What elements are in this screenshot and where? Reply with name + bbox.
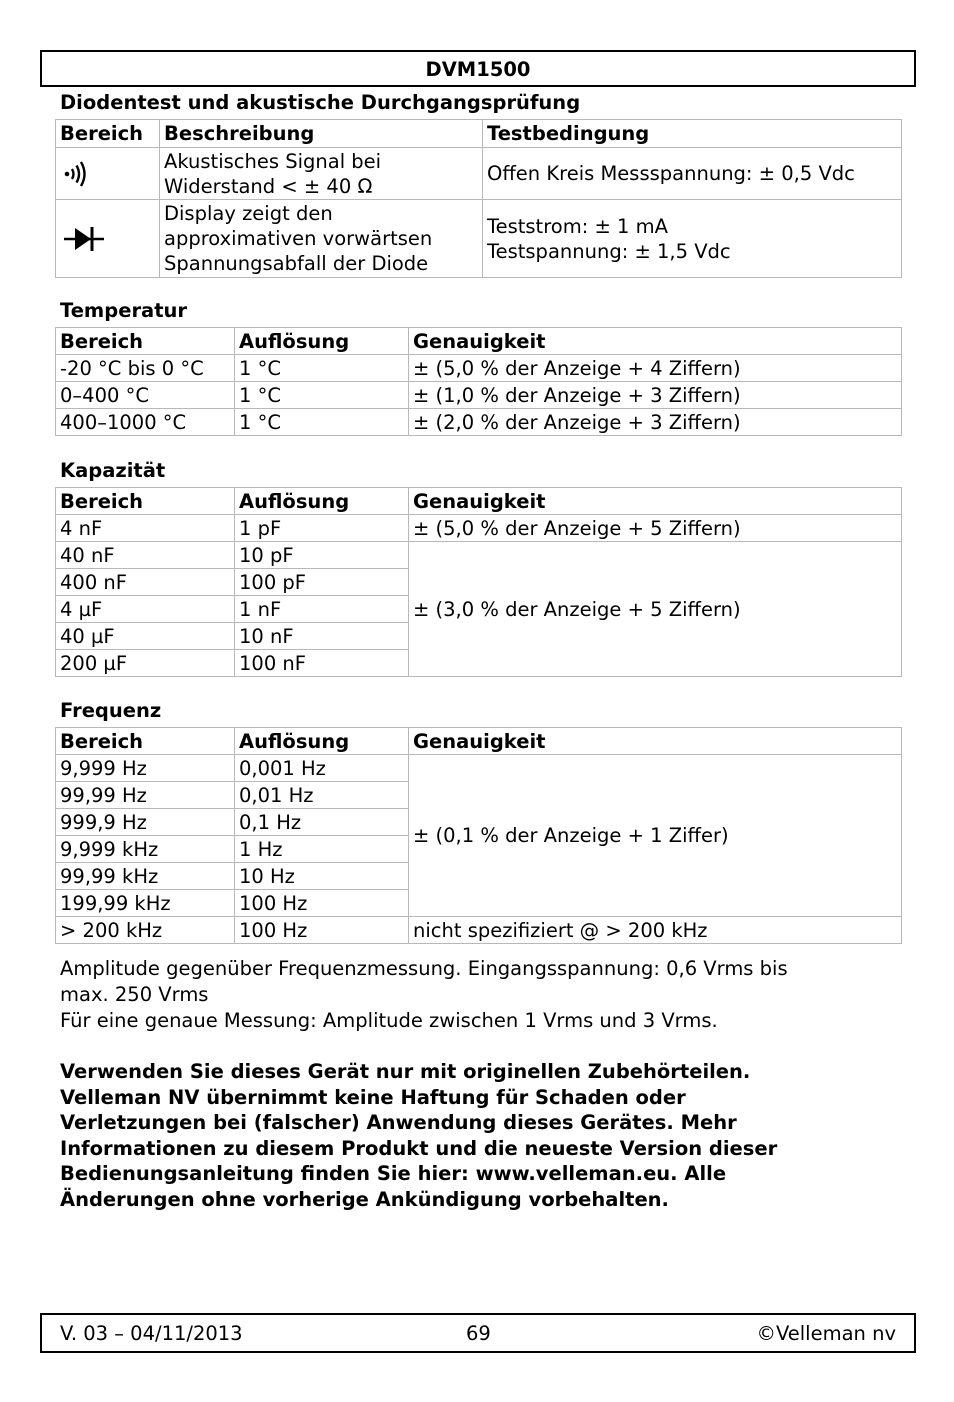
capacity-section-title: Kapazität bbox=[60, 459, 166, 482]
resolution-cell: 1 °C bbox=[235, 382, 409, 409]
description-line: Akustisches Signal bei bbox=[164, 149, 382, 173]
range-cell: 200 µF bbox=[56, 650, 235, 677]
page-number: 69 bbox=[466, 1322, 491, 1345]
description-line: Display zeigt den bbox=[164, 202, 333, 225]
column-header: Genauigkeit bbox=[409, 488, 902, 515]
note-line: max. 250 Vrms bbox=[60, 983, 209, 1006]
page-footer bbox=[40, 1313, 916, 1353]
diode-icon bbox=[62, 222, 106, 256]
table-row bbox=[56, 409, 902, 436]
description-line: Spannungsabfall der Diode bbox=[164, 252, 429, 275]
table-row bbox=[56, 917, 902, 944]
column-header: Auflösung bbox=[235, 488, 409, 515]
page-header bbox=[40, 50, 916, 87]
table-header-row bbox=[56, 488, 902, 515]
accuracy-cell: ± (1,0 % der Anzeige + 3 Ziffern) bbox=[409, 382, 902, 409]
document-title: DVM1500 bbox=[425, 58, 531, 81]
accuracy-cell: ± (0,1 % der Anzeige + 1 Ziffer) bbox=[409, 755, 902, 917]
column-header: Bereich bbox=[56, 120, 160, 148]
column-header: Auflösung bbox=[235, 728, 409, 755]
frequency-section-title: Frequenz bbox=[60, 699, 162, 722]
copyright-label: ©Velleman nv bbox=[756, 1322, 896, 1345]
note-line: Amplitude gegenüber Frequenzmessung. Eingangsspannung: 0,6 Vrms bis bbox=[60, 957, 788, 980]
condition-line: Teststrom: ± 1 mA bbox=[487, 214, 668, 238]
range-cell: 4 µF bbox=[56, 596, 235, 623]
range-cell: 4 nF bbox=[56, 515, 235, 542]
table-header-row bbox=[56, 328, 902, 355]
resolution-cell: 1 pF bbox=[235, 515, 409, 542]
range-cell: > 200 kHz bbox=[56, 917, 235, 944]
condition-line: Testspannung: ± 1,5 Vdc bbox=[487, 239, 731, 263]
table-row bbox=[56, 755, 902, 782]
resolution-cell: 100 Hz bbox=[235, 917, 409, 944]
temperature-section-title: Temperatur bbox=[60, 299, 188, 322]
resolution-cell: 1 °C bbox=[235, 409, 409, 436]
resolution-cell: 100 pF bbox=[235, 569, 409, 596]
column-header: Testbedingung bbox=[483, 120, 902, 148]
accuracy-cell: ± (3,0 % der Anzeige + 5 Ziffern) bbox=[409, 542, 902, 677]
range-cell: 999,9 Hz bbox=[56, 809, 235, 836]
capacity-table bbox=[55, 487, 902, 677]
column-header: Genauigkeit bbox=[409, 728, 902, 755]
description-cell bbox=[160, 200, 483, 278]
description-line: Widerstand < ± 40 Ω bbox=[164, 174, 373, 198]
resolution-cell: 1 °C bbox=[235, 355, 409, 382]
range-cell: 0–400 °C bbox=[56, 382, 235, 409]
note-line: Für eine genaue Messung: Amplitude zwischen 1 Vrms und 3 Vrms. bbox=[60, 1009, 718, 1032]
range-cell: 99,99 kHz bbox=[56, 863, 235, 890]
warning-line: Velleman NV übernimmt keine Haftung für Schaden oder bbox=[60, 1085, 686, 1109]
description-cell bbox=[160, 148, 483, 200]
table-header-row bbox=[56, 728, 902, 755]
version-label: V. 03 – 04/11/2013 bbox=[60, 1322, 243, 1345]
warning-line: Bedienungsanleitung finden Sie hier: www.velleman.eu. Alle bbox=[60, 1162, 727, 1186]
diode-section-title: Diodentest und akustische Durchgangsprüfung bbox=[60, 91, 581, 114]
resolution-cell: 100 nF bbox=[235, 650, 409, 677]
table-row bbox=[56, 355, 902, 382]
range-cell bbox=[56, 148, 160, 200]
accuracy-cell: ± (5,0 % der Anzeige + 5 Ziffern) bbox=[409, 515, 902, 542]
warning-line: Verletzungen bei (falscher) Anwendung dieses Gerätes. Mehr bbox=[60, 1111, 737, 1135]
description-line: approximativen vorwärtsen bbox=[164, 227, 433, 250]
range-cell: 400 nF bbox=[56, 569, 235, 596]
resolution-cell: 10 Hz bbox=[235, 863, 409, 890]
table-header-row bbox=[56, 120, 902, 148]
column-header: Beschreibung bbox=[160, 120, 483, 148]
condition-cell bbox=[483, 200, 902, 278]
range-cell: 40 nF bbox=[56, 542, 235, 569]
condition-cell: Offen Kreis Messspannung: ± 0,5 Vdc bbox=[483, 148, 902, 200]
range-cell: -20 °C bis 0 °C bbox=[56, 355, 235, 382]
resolution-cell: 10 pF bbox=[235, 542, 409, 569]
diode-table bbox=[55, 119, 902, 278]
resolution-cell: 100 Hz bbox=[235, 890, 409, 917]
table-row bbox=[56, 542, 902, 569]
table-row bbox=[56, 200, 902, 278]
resolution-cell: 10 nF bbox=[235, 623, 409, 650]
warning-line: Informationen zu diesem Produkt und die neueste Version dieser bbox=[60, 1136, 778, 1160]
warning-line: Verwenden Sie dieses Gerät nur mit originellen Zubehörteilen. bbox=[60, 1060, 751, 1083]
temperature-table bbox=[55, 327, 902, 436]
table-row bbox=[56, 148, 902, 200]
range-cell bbox=[56, 200, 160, 278]
column-header: Bereich bbox=[56, 328, 235, 355]
resolution-cell: 0,1 Hz bbox=[235, 809, 409, 836]
accuracy-cell: nicht spezifiziert @ > 200 kHz bbox=[409, 917, 902, 944]
range-cell: 400–1000 °C bbox=[56, 409, 235, 436]
range-cell: 40 µF bbox=[56, 623, 235, 650]
column-header: Bereich bbox=[56, 488, 235, 515]
resolution-cell: 1 Hz bbox=[235, 836, 409, 863]
range-cell: 9,999 kHz bbox=[56, 836, 235, 863]
accuracy-cell: ± (5,0 % der Anzeige + 4 Ziffern) bbox=[409, 355, 902, 382]
frequency-table bbox=[55, 727, 902, 944]
column-header: Auflösung bbox=[235, 328, 409, 355]
table-row bbox=[56, 515, 902, 542]
warning-line: Änderungen ohne vorherige Ankündigung vorbehalten. bbox=[60, 1187, 669, 1211]
warning-paragraph bbox=[60, 1059, 900, 1213]
range-cell: 199,99 kHz bbox=[56, 890, 235, 917]
resolution-cell: 1 nF bbox=[235, 596, 409, 623]
column-header: Genauigkeit bbox=[409, 328, 902, 355]
table-row bbox=[56, 382, 902, 409]
amplitude-note bbox=[60, 956, 900, 1034]
resolution-cell: 0,001 Hz bbox=[235, 755, 409, 782]
accuracy-cell: ± (2,0 % der Anzeige + 3 Ziffern) bbox=[409, 409, 902, 436]
range-cell: 9,999 Hz bbox=[56, 755, 235, 782]
resolution-cell: 0,01 Hz bbox=[235, 782, 409, 809]
range-cell: 99,99 Hz bbox=[56, 782, 235, 809]
continuity-sound-icon bbox=[58, 159, 98, 189]
column-header: Bereich bbox=[56, 728, 235, 755]
